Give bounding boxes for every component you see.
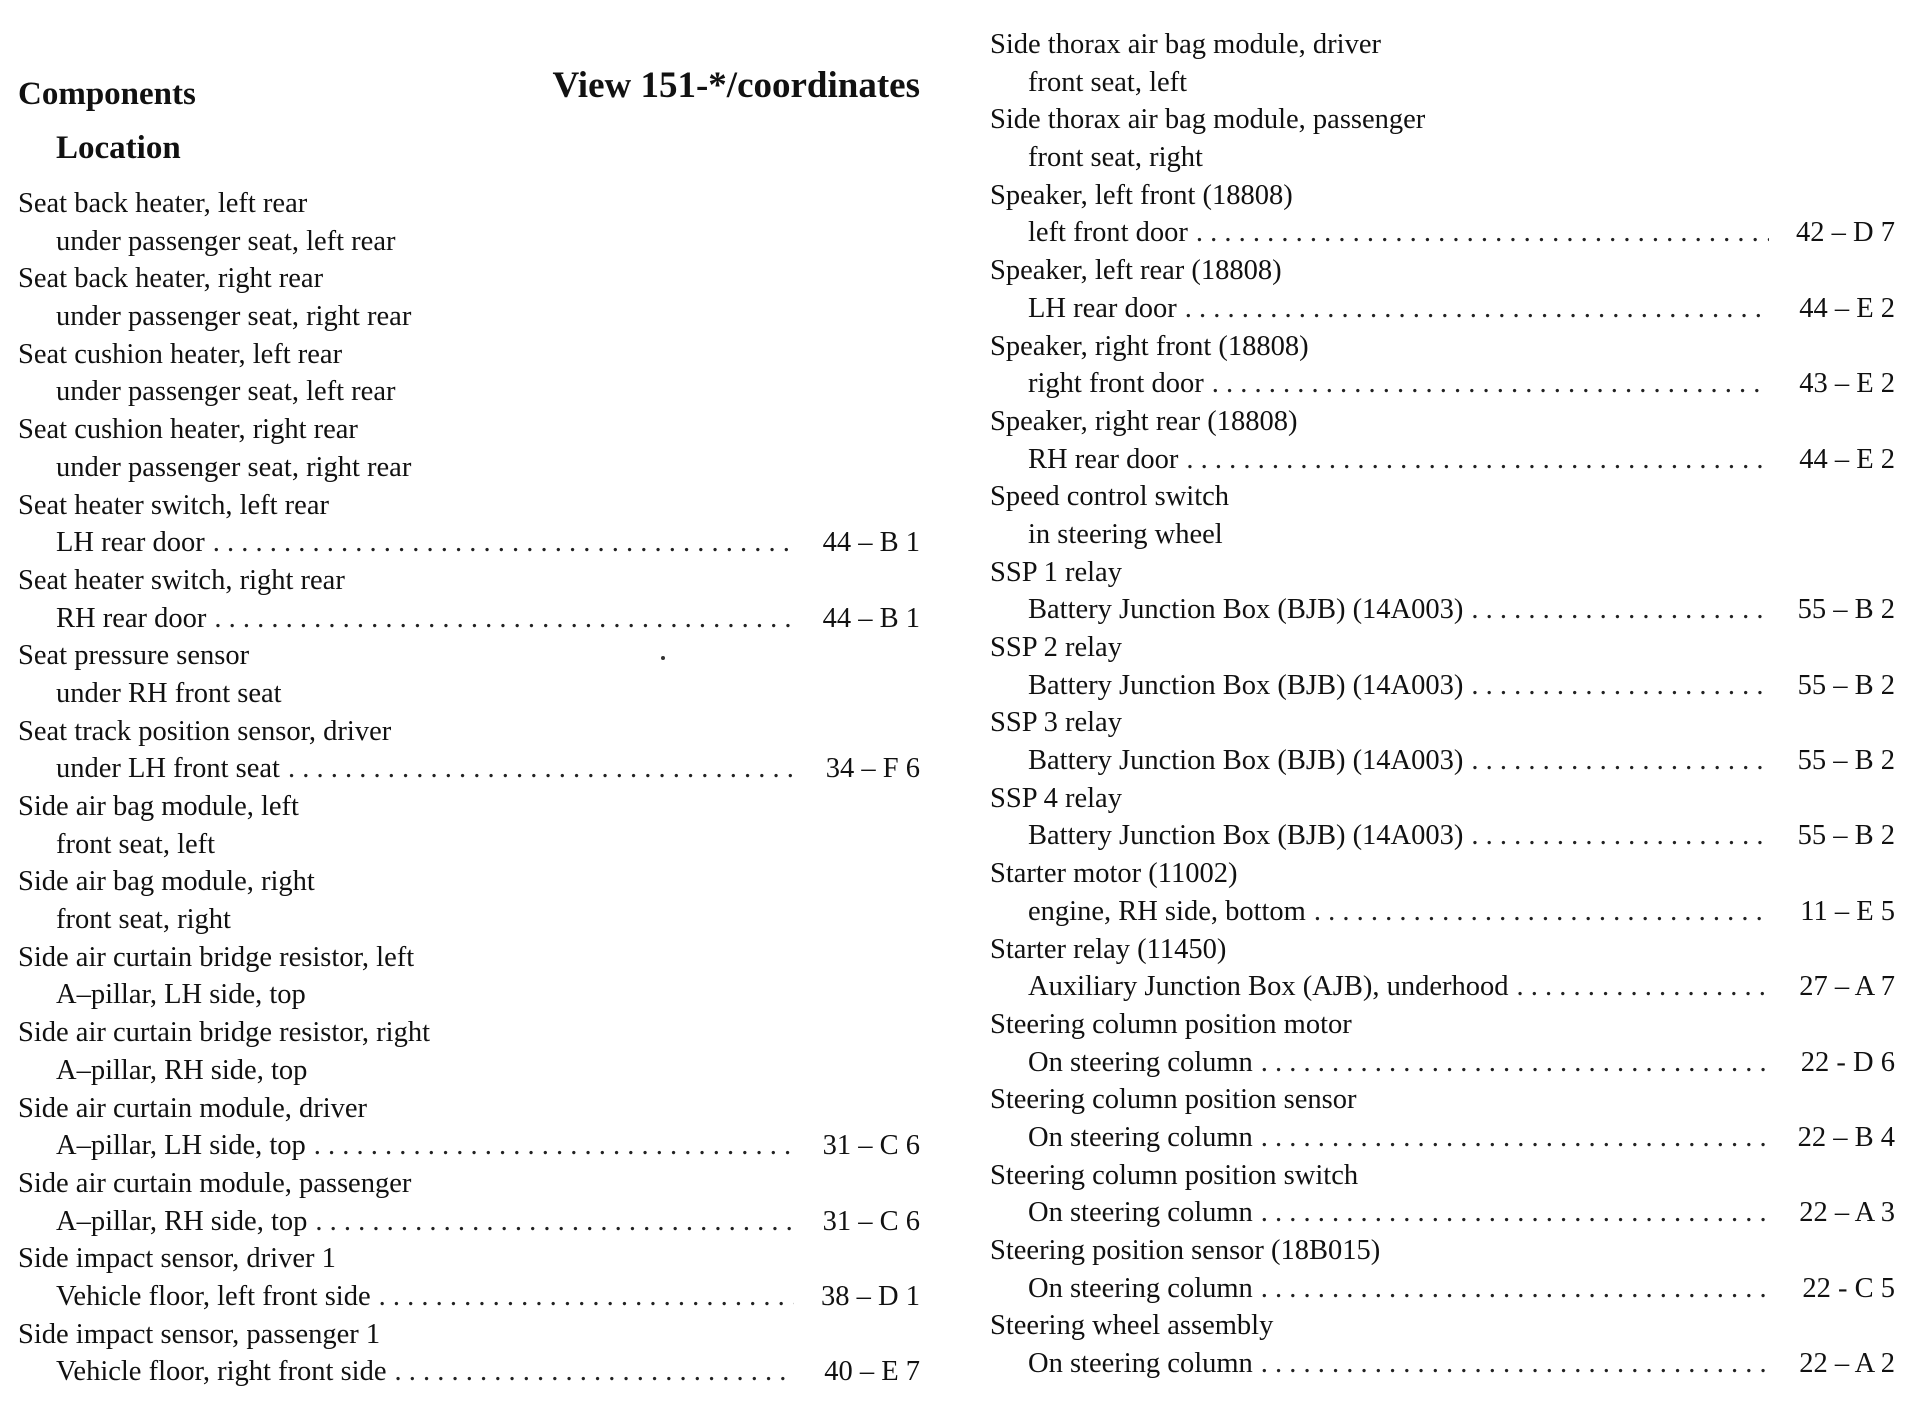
component-name: Seat track position sensor, driver — [18, 715, 392, 747]
dot-leader — [1314, 893, 1769, 931]
component-entry — [990, 931, 1895, 1006]
location-line — [18, 524, 920, 562]
component-name: Speaker, left front (18808) — [990, 179, 1293, 211]
coordinate: 11 – E 5 — [1800, 895, 1895, 927]
location-line — [990, 817, 1895, 855]
component-entry — [990, 629, 1895, 704]
component-entry — [18, 1240, 920, 1315]
location-text: under passenger seat, left rear — [56, 225, 396, 257]
location-text: front seat, right — [1028, 142, 1203, 174]
component-name: Seat heater switch, left rear — [18, 489, 329, 521]
coordinate: 34 – F 6 — [825, 753, 920, 785]
location-text: LH rear door — [56, 527, 205, 559]
coordinate: 43 – E 2 — [1799, 368, 1895, 400]
component-entry — [990, 1081, 1895, 1156]
components-heading: Components — [18, 76, 196, 112]
location-line — [990, 290, 1895, 328]
coordinate: 31 – C 6 — [822, 1130, 920, 1162]
location-line — [18, 1127, 920, 1165]
component-entry — [990, 328, 1895, 403]
coordinate: 42 – D 7 — [1796, 217, 1895, 249]
location-line — [990, 1270, 1895, 1308]
dot-leader — [394, 1353, 794, 1391]
coordinate: 55 – B 2 — [1797, 745, 1895, 777]
dot-leader — [1471, 591, 1769, 629]
location-line — [990, 64, 1895, 102]
component-name: Seat cushion heater, left rear — [18, 338, 343, 370]
location-line — [990, 667, 1895, 705]
component-name: SSP 2 relay — [990, 632, 1122, 663]
location-line — [990, 968, 1895, 1006]
location-line — [18, 600, 920, 638]
component-name: Steering position sensor (18B015) — [990, 1235, 1381, 1266]
coordinate: 38 – D 1 — [821, 1280, 920, 1312]
location-text: under LH front seat — [56, 753, 280, 785]
dot-leader — [1261, 1044, 1769, 1082]
location-text: RH rear door — [1028, 443, 1179, 475]
location-line — [18, 826, 920, 864]
location-line — [18, 298, 920, 336]
component-entry — [990, 403, 1895, 478]
component-entry — [990, 252, 1895, 327]
component-entry — [18, 1014, 920, 1089]
location-text: On steering column — [1028, 1121, 1253, 1153]
component-entry — [18, 1165, 920, 1240]
dot-leader — [314, 1127, 794, 1165]
location-text: left front door — [1028, 217, 1188, 249]
coordinate: 22 - C 5 — [1802, 1272, 1895, 1304]
component-name: Side air curtain module, driver — [18, 1092, 368, 1124]
component-name: Side thorax air bag module, driver — [990, 29, 1381, 60]
location-text: Auxiliary Junction Box (AJB), underhood — [1028, 971, 1509, 1003]
dot-leader — [1261, 1119, 1769, 1157]
location-text: right front door — [1028, 368, 1204, 400]
location-line — [18, 1203, 920, 1241]
location-line — [18, 1353, 920, 1391]
coordinate: 55 – B 2 — [1797, 820, 1895, 852]
component-name: Side air bag module, left — [18, 791, 299, 822]
dot-leader — [1185, 290, 1769, 328]
location-line — [990, 1345, 1895, 1383]
location-line — [18, 901, 920, 939]
location-heading: Location — [56, 130, 181, 166]
component-entry — [990, 855, 1895, 930]
stray-mark — [661, 656, 665, 660]
coordinate: 44 – E 2 — [1799, 443, 1895, 475]
dot-leader — [1196, 214, 1769, 252]
location-text: front seat, left — [56, 828, 216, 860]
location-line — [990, 1119, 1895, 1157]
dot-leader — [288, 750, 794, 788]
component-name: Speaker, right rear (18808) — [990, 405, 1298, 437]
location-line — [18, 976, 920, 1014]
location-text: engine, RH side, bottom — [1028, 895, 1306, 927]
component-name: Side thorax air bag module, passenger — [990, 104, 1426, 136]
location-line — [990, 214, 1895, 252]
location-text: On steering column — [1028, 1197, 1253, 1229]
location-text: Battery Junction Box (BJB) (14A003) — [1028, 594, 1464, 626]
component-entry — [990, 101, 1895, 176]
component-name: Steering column position switch — [990, 1159, 1359, 1191]
component-entry — [990, 554, 1895, 629]
component-name: Speaker, left rear (18808) — [990, 255, 1282, 287]
dot-leader — [1261, 1194, 1769, 1232]
component-name: Steering column position motor — [990, 1008, 1352, 1040]
coordinate: 31 – C 6 — [822, 1205, 920, 1237]
location-text: A–pillar, LH side, top — [56, 1130, 306, 1162]
component-name: Side air curtain bridge resistor, right — [18, 1017, 430, 1049]
location-text: front seat, left — [1028, 66, 1188, 98]
location-text: Vehicle floor, left front side — [56, 1280, 371, 1312]
location-line — [990, 365, 1895, 403]
component-entry — [990, 1307, 1895, 1382]
component-entry — [18, 562, 920, 637]
location-line — [18, 750, 920, 788]
location-text: Battery Junction Box (BJB) (14A003) — [1028, 745, 1464, 777]
location-line — [990, 1044, 1895, 1082]
component-entry — [990, 1157, 1895, 1232]
component-entry — [18, 487, 920, 562]
component-entry — [990, 780, 1895, 855]
component-name: Seat back heater, left rear — [18, 188, 308, 219]
dot-leader — [213, 524, 794, 562]
left-entry-list — [18, 185, 920, 1391]
dot-leader — [315, 1203, 794, 1241]
right-entry-list — [990, 26, 1895, 1383]
coordinate: 27 – A 7 — [1799, 971, 1895, 1003]
coordinate: 55 – B 2 — [1797, 669, 1895, 701]
location-line — [18, 1278, 920, 1316]
location-text: On steering column — [1028, 1046, 1253, 1078]
coordinate: 44 – E 2 — [1799, 292, 1895, 324]
component-name: SSP 1 relay — [990, 556, 1122, 588]
component-entry — [18, 1316, 920, 1391]
component-entry — [18, 185, 920, 260]
location-text: under passenger seat, right rear — [56, 451, 412, 483]
location-text: in steering wheel — [1028, 518, 1223, 550]
component-entry — [18, 336, 920, 411]
component-name: Steering column position sensor — [990, 1084, 1357, 1116]
location-text: under passenger seat, left rear — [56, 376, 396, 408]
location-text: under passenger seat, right rear — [56, 301, 412, 333]
coordinate: 22 – A 2 — [1799, 1348, 1895, 1380]
component-name: Seat cushion heater, right rear — [18, 414, 358, 446]
location-text: under RH front seat — [56, 677, 282, 709]
component-name: Starter motor (11002) — [990, 858, 1238, 890]
component-name: SSP 4 relay — [990, 782, 1122, 814]
coordinate: 55 – B 2 — [1797, 594, 1895, 626]
component-entry — [990, 478, 1895, 553]
component-name: Seat pressure sensor — [18, 640, 250, 672]
location-line — [990, 516, 1895, 554]
component-entry — [18, 637, 920, 712]
component-name: Seat back heater, right rear — [18, 263, 324, 295]
component-name: SSP 3 relay — [990, 707, 1122, 739]
location-line — [18, 373, 920, 411]
location-text: A–pillar, RH side, top — [56, 1054, 308, 1086]
component-name: Steering wheel assembly — [990, 1310, 1274, 1342]
dot-leader — [1517, 968, 1770, 1006]
component-entry — [990, 1006, 1895, 1081]
dot-leader — [1471, 667, 1769, 705]
component-name: Speaker, right front (18808) — [990, 330, 1309, 362]
coordinate: 22 - D 6 — [1800, 1046, 1895, 1078]
component-entry — [18, 863, 920, 938]
component-name: Side air curtain bridge resistor, left — [18, 941, 415, 973]
coordinate: 22 – B 4 — [1797, 1121, 1895, 1153]
component-entry — [990, 1232, 1895, 1307]
dot-leader — [1212, 365, 1769, 403]
location-line — [990, 1194, 1895, 1232]
location-line — [990, 893, 1895, 931]
dot-leader — [1261, 1345, 1769, 1383]
location-text: Vehicle floor, right front side — [56, 1356, 387, 1388]
location-line — [18, 1052, 920, 1090]
coordinate: 44 – B 1 — [822, 602, 920, 634]
location-line — [990, 591, 1895, 629]
component-name: Side air bag module, right — [18, 866, 315, 898]
view-coordinates-heading: View 151-*/coordinates — [552, 65, 920, 106]
location-text: Battery Junction Box (BJB) (14A003) — [1028, 669, 1464, 701]
location-text: A–pillar, LH side, top — [56, 979, 306, 1011]
dot-leader — [1471, 817, 1769, 855]
coordinate: 22 – A 3 — [1799, 1197, 1895, 1229]
component-entry — [18, 260, 920, 335]
location-line — [990, 139, 1895, 177]
location-text: front seat, right — [56, 904, 231, 936]
location-text: Battery Junction Box (BJB) (14A003) — [1028, 820, 1464, 852]
component-name: Seat heater switch, right rear — [18, 564, 345, 596]
location-line — [18, 449, 920, 487]
component-name: Side air curtain module, passenger — [18, 1167, 412, 1199]
component-entry — [990, 177, 1895, 252]
dot-leader — [1261, 1270, 1769, 1308]
location-text: A–pillar, RH side, top — [56, 1205, 308, 1237]
component-entry — [18, 1090, 920, 1165]
location-line — [990, 441, 1895, 479]
coordinate: 44 – B 1 — [822, 527, 920, 559]
location-line — [18, 675, 920, 713]
location-line — [18, 223, 920, 261]
coordinate: 40 – E 7 — [824, 1356, 920, 1388]
dot-leader — [1471, 742, 1769, 780]
location-text: RH rear door — [56, 602, 207, 634]
component-name: Starter relay (11450) — [990, 933, 1227, 965]
dot-leader — [1186, 441, 1769, 479]
component-name: Side impact sensor, passenger 1 — [18, 1318, 381, 1350]
location-text: On steering column — [1028, 1272, 1253, 1304]
component-entry — [990, 704, 1895, 779]
location-text: On steering column — [1028, 1348, 1253, 1380]
dot-leader — [379, 1278, 794, 1316]
location-line — [990, 742, 1895, 780]
dot-leader — [214, 600, 794, 638]
location-text: LH rear door — [1028, 292, 1177, 324]
component-name: Speed control switch — [990, 481, 1230, 513]
component-entry — [18, 939, 920, 1014]
component-name: Side impact sensor, driver 1 — [18, 1243, 336, 1275]
component-entry — [18, 713, 920, 788]
component-entry — [18, 411, 920, 486]
component-entry — [18, 788, 920, 863]
component-entry — [990, 26, 1895, 101]
